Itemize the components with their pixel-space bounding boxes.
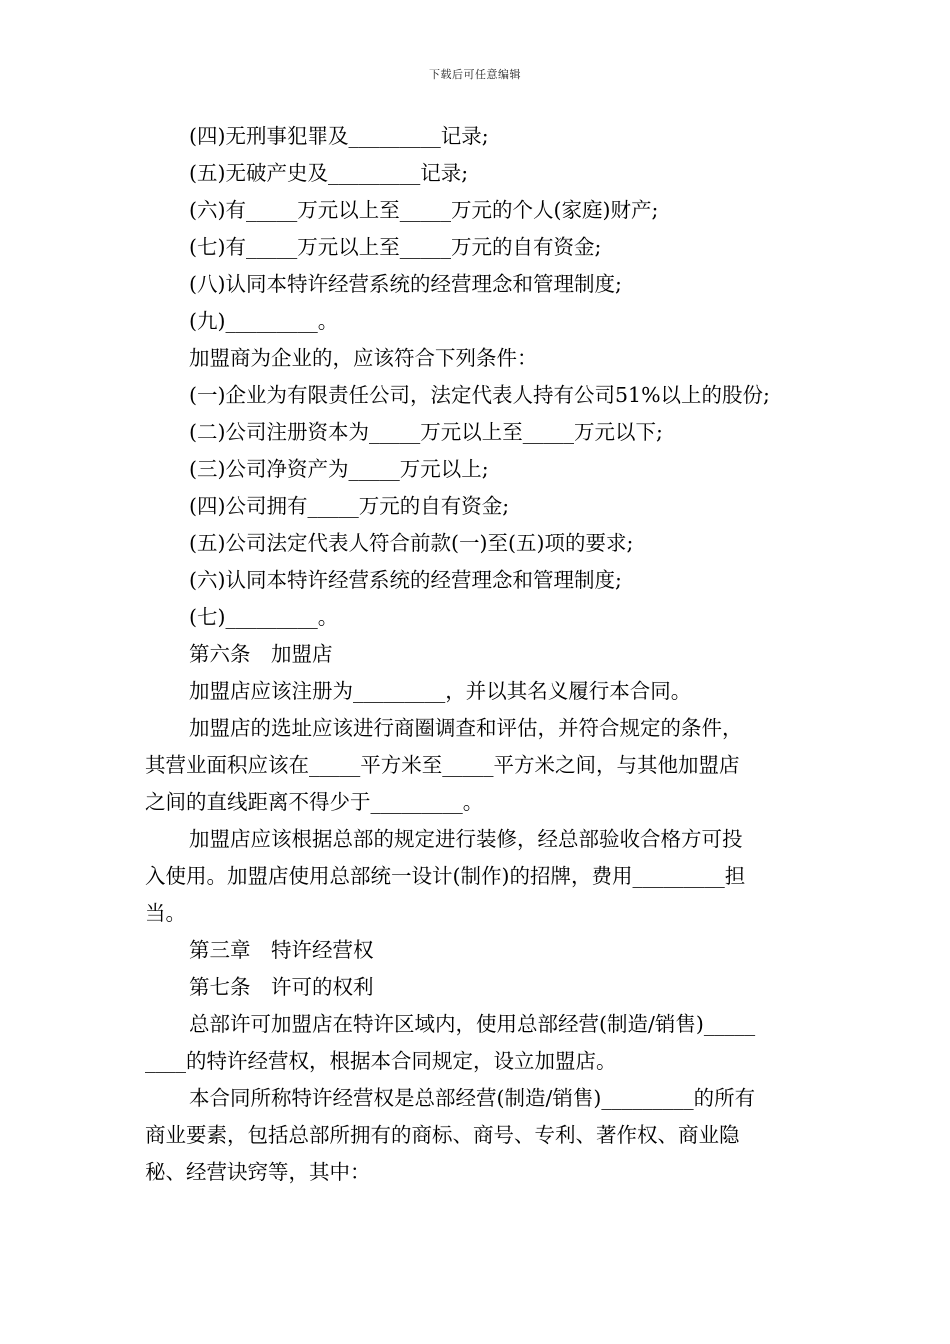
- clause-line: (四)无刑事犯罪及_________记录;: [189, 124, 489, 148]
- paragraph-decoration: [145, 821, 813, 932]
- article-heading: 第七条 许可的权利: [189, 975, 374, 999]
- paragraph-line: ____的特许经营权，根据本合同规定，设立加盟店。: [145, 1049, 617, 1073]
- paragraph-license: [145, 1006, 813, 1080]
- clause-line: (九)_________。: [189, 309, 339, 333]
- clause-line: (六)认同本特许经营系统的经营理念和管理制度;: [189, 568, 622, 592]
- paragraph-definition: [145, 1080, 813, 1191]
- clause-line: (三)公司净资产为_____万元以上;: [189, 457, 489, 481]
- paragraph-location: [145, 710, 813, 821]
- clause-line: (八)认同本特许经营系统的经营理念和管理制度;: [189, 272, 622, 296]
- paragraph-line: 其营业面积应该在_____平方米至_____平方米之间，与其他加盟店: [145, 753, 740, 777]
- clause-line: (六)有_____万元以上至_____万元的个人(家庭)财产;: [189, 198, 659, 222]
- clause-line: (五)无破产史及_________记录;: [189, 161, 469, 185]
- chapter-heading: 第三章 特许经营权: [189, 938, 374, 962]
- article-heading: 第六条 加盟店: [189, 642, 333, 666]
- document-body: [145, 118, 813, 1191]
- paragraph-line: 之间的直线距离不得少于_________。: [145, 790, 484, 814]
- clause-line: (五)公司法定代表人符合前款(一)至(五)项的要求;: [189, 531, 634, 555]
- paragraph-line: 秘、经营诀窍等，其中：: [145, 1160, 371, 1184]
- clause-line: (七)有_____万元以上至_____万元的自有资金;: [189, 235, 602, 259]
- paragraph-line: 总部许可加盟店在特许区域内，使用总部经营(制造/销售)_____: [189, 1012, 756, 1036]
- clause-line: 加盟店应该注册为_________，并以其名义履行本合同。: [189, 679, 692, 703]
- paragraph-line: 本合同所称特许经营权是总部经营(制造/销售)_________的所有: [189, 1086, 756, 1110]
- clause-line: (七)_________。: [189, 605, 339, 629]
- paragraph-line: 当。: [145, 901, 186, 925]
- clause-line: (四)公司拥有_____万元的自有资金;: [189, 494, 510, 518]
- paragraph-line: 商业要素，包括总部所拥有的商标、商号、专利、著作权、商业隐: [145, 1123, 740, 1147]
- clause-line: 加盟商为企业的，应该符合下列条件：: [189, 346, 538, 370]
- clause-line: (二)公司注册资本为_____万元以上至_____万元以下;: [189, 420, 663, 444]
- page-header: 下载后可任意编辑: [429, 68, 521, 81]
- clause-line: (一)企业为有限责任公司，法定代表人持有公司51%以上的股份;: [189, 383, 770, 407]
- paragraph-line: 加盟店应该根据总部的规定进行装修，经总部验收合格方可投: [189, 827, 743, 851]
- paragraph-line: 入使用。加盟店使用总部统一设计(制作)的招牌，费用_________担: [145, 864, 746, 888]
- paragraph-line: 加盟店的选址应该进行商圈调查和评估，并符合规定的条件，: [189, 716, 743, 740]
